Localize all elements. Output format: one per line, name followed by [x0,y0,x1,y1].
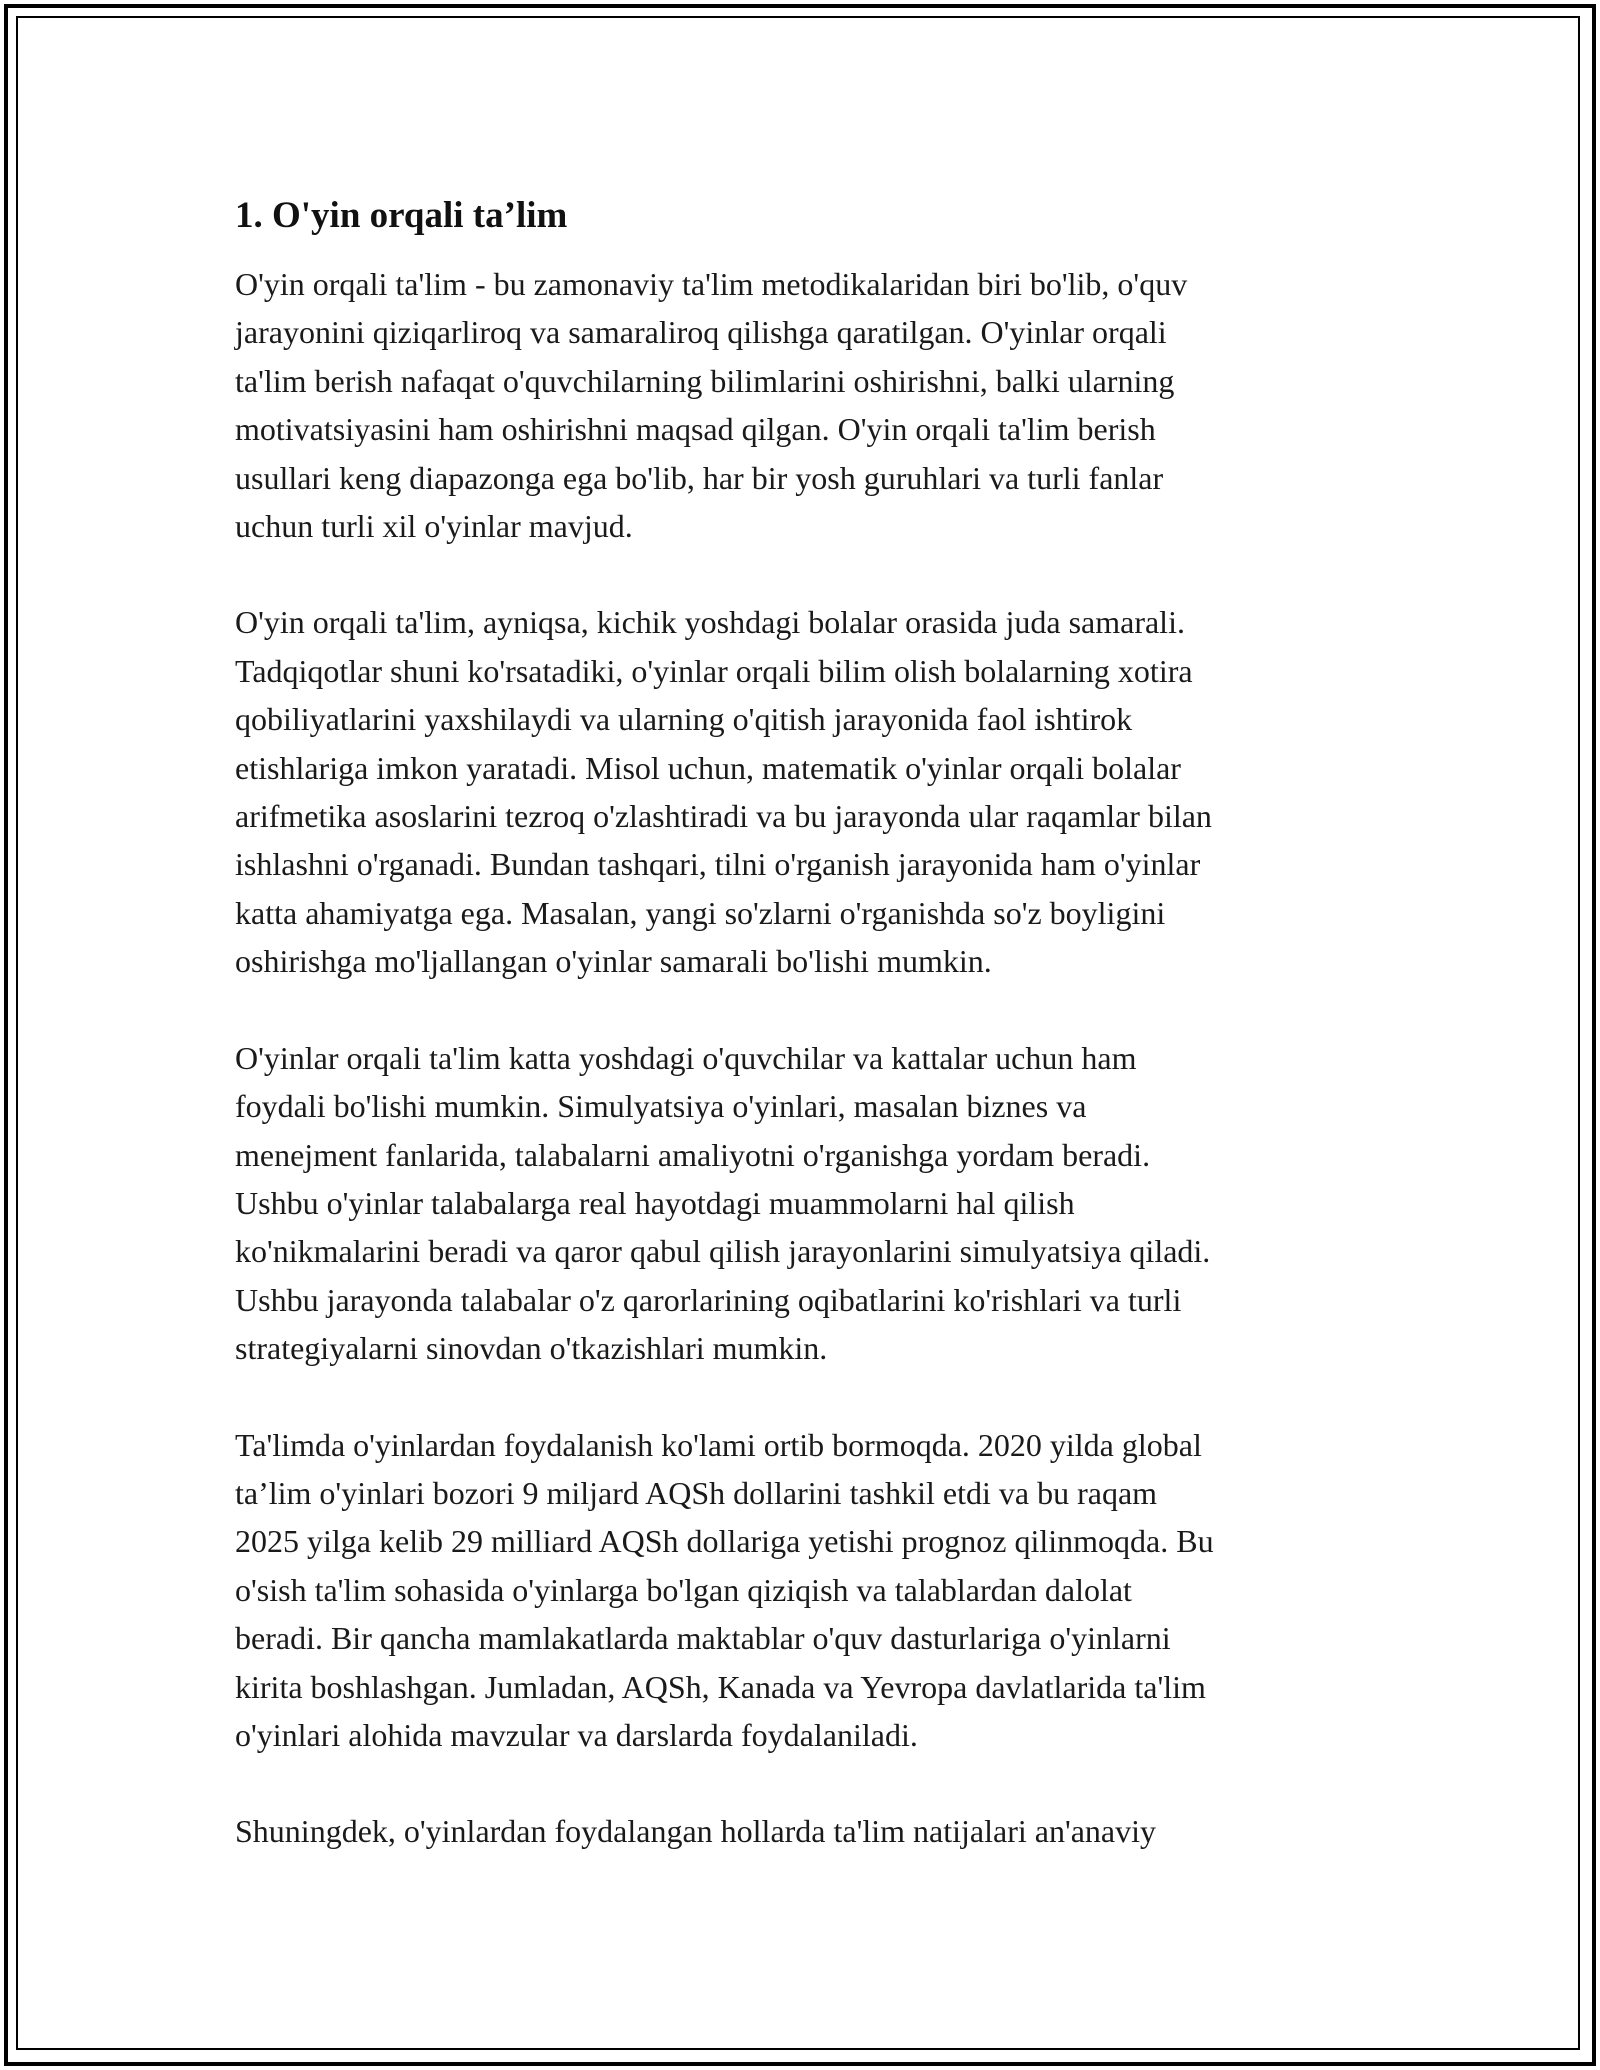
text-line: oshirishga mo'ljallangan o'yinlar samarali bo'lishi mumkin. [235,943,992,980]
paragraph [235,598,1375,985]
paragraph [235,1421,1375,1760]
text-line: menejment fanlarida, talabalarni amaliyotni o'rganishga yordam beradi. [235,1136,1151,1173]
text-line: Ta'limda o'yinlardan foydalanish ko'lami ortib bormoqda. 2020 yilda global [235,1426,1202,1463]
text-line: 2025 yilga kelib 29 milliard AQSh dollariga yetishi prognoz qilinmoqda. Bu [235,1523,1214,1560]
paragraph-container [235,260,1375,1856]
text-line: etishlariga imkon yaratadi. Misol uchun, matematik o'yinlar orqali bolalar [235,749,1181,786]
text-line: motivatsiyasini ham oshirishni maqsad qilgan. O'yin orqali ta'lim berish [235,411,1156,448]
paragraph [235,1034,1375,1373]
text-line: ta’lim o'yinlari bozori 9 miljard AQSh dollarini tashkil etdi va bu raqam [235,1474,1158,1511]
text-line: O'yinlar orqali ta'lim katta yoshdagi o'quvchilar va kattalar uchun ham [235,1039,1137,1076]
text-line: Tadqiqotlar shuni ko'rsatadiki, o'yinlar orqali bilim olish bolalarning xotira [235,652,1193,689]
paragraph [235,1807,1375,1855]
text-line: kirita boshlashgan. Jumladan, AQSh, Kanada va Yevropa davlatlarida ta'lim [235,1668,1206,1705]
text-line: ishlashni o'rganadi. Bundan tashqari, tilni o'rganish jarayonida ham o'yinlar [235,846,1201,883]
text-line: beradi. Bir qancha mamlakatlarda maktablar o'quv dasturlariga o'yinlarni [235,1620,1171,1657]
document-body [235,186,1375,1856]
text-line: uchun turli xil o'yinlar mavjud. [235,508,633,545]
text-line: usullari keng diapazonga ega bo'lib, har bir yosh guruhlari va turli fanlar [235,459,1164,496]
text-line: foydali bo'lishi mumkin. Simulyatsiya o'yinlari, masalan biznes va [235,1088,1087,1125]
text-line: Shuningdek, o'yinlardan foydalangan hollarda ta'lim natijalari an'anaviy [235,1813,1157,1850]
text-line: ko'nikmalarini beradi va qaror qabul qilish jarayonlarini simulyatsiya qiladi. [235,1233,1211,1270]
text-line: arifmetika asoslarini tezroq o'zlashtiradi va bu jarayonda ular raqamlar bilan [235,798,1212,835]
text-line: jarayonini qiziqarliroq va samaraliroq qilishga qaratilgan. O'yinlar orqali [235,314,1167,351]
text-line: strategiyalarni sinovdan o'tkazishlari mumkin. [235,1330,828,1367]
text-line: o'sish ta'lim sohasida o'yinlarga bo'lgan qiziqish va talablardan dalolat [235,1571,1132,1608]
section-heading: 1. O'yin orqali ta’lim [235,195,568,236]
paragraph [235,260,1375,550]
text-line: O'yin orqali ta'lim - bu zamonaviy ta'lim metodikalaridan biri bo'lib, o'quv [235,266,1188,302]
text-line: qobiliyatlarini yaxshilaydi va ularning o'qitish jarayonida faol ishtirok [235,701,1133,738]
text-line: katta ahamiyatga ega. Masalan, yangi so'zlarni o'rganishda so'z boyligini [235,894,1166,931]
text-line: Ushbu o'yinlar talabalarga real hayotdagi muammolarni hal qilish [235,1184,1075,1221]
text-line: ta'lim berish nafaqat o'quvchilarning bilimlarini oshirishni, balki ularning [235,362,1175,399]
text-line: O'yin orqali ta'lim, ayniqsa, kichik yoshdagi bolalar orasida juda samarali. [235,604,1185,641]
text-line: Ushbu jarayonda talabalar o'z qarorlarining oqibatlarini ko'rishlari va turli [235,1281,1182,1318]
text-line: o'yinlari alohida mavzular va darslarda foydalaniladi. [235,1716,918,1753]
